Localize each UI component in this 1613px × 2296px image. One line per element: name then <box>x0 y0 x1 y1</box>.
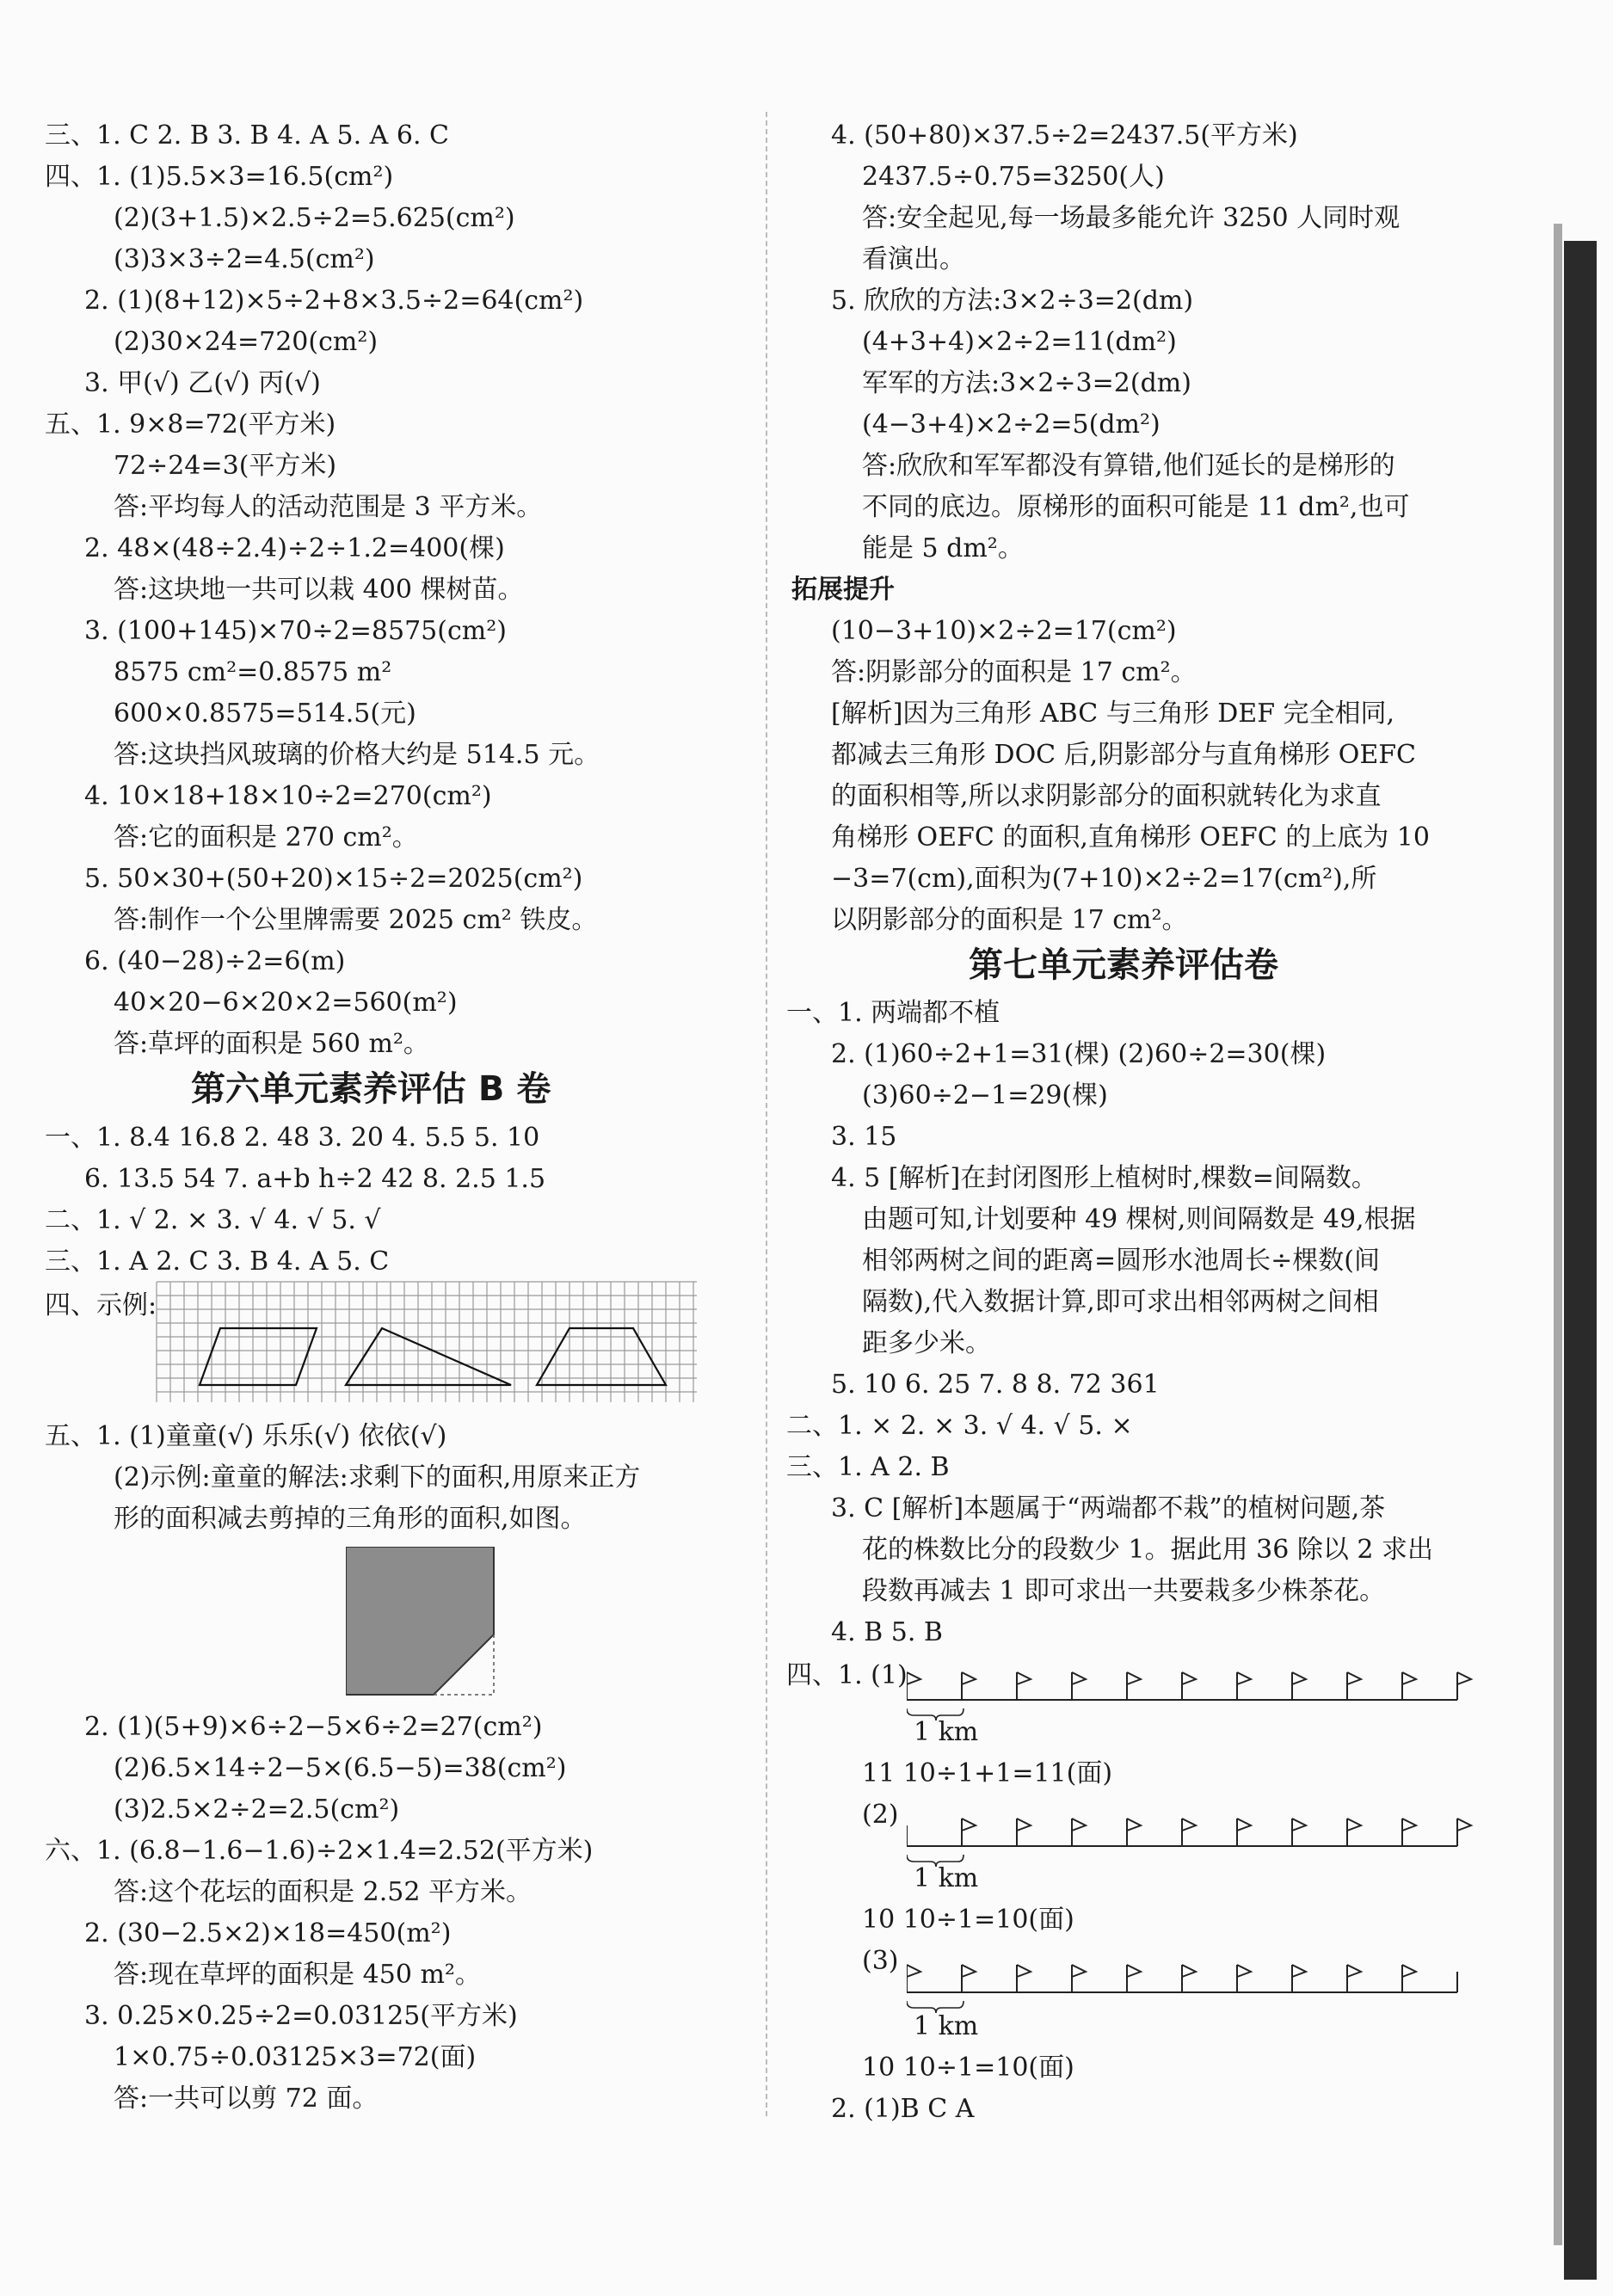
answer-line: 六、1. (6.8−1.6−1.6)÷2×1.4=2.52(平方米) <box>45 1836 594 1866</box>
answer-line: 6. 13.5 54 7. a+b h÷2 42 8. 2.5 1.5 <box>84 1164 546 1194</box>
answer-line: 8575 cm²=0.8575 m² <box>114 657 392 687</box>
answer-line: 3. (100+145)×70÷2=8575(cm²) <box>84 616 507 646</box>
flag-icon <box>962 1819 976 1831</box>
flag-icon <box>1182 1819 1196 1831</box>
answer-line: 隔数),代入数据计算,即可求出相邻两树之间相 <box>862 1287 1379 1317</box>
answer-line: (2)30×24=720(cm²) <box>114 327 379 357</box>
flag-icon <box>1017 1965 1031 1977</box>
answer-line: 由题可知,计划要种 49 棵树,则间隔数是 49,根据 <box>862 1204 1416 1234</box>
answer-line: 形的面积减去剪掉的三角形的面积,如图。 <box>114 1504 587 1534</box>
answer-line: 答:这块地一共可以栽 400 棵树苗。 <box>114 575 524 605</box>
scan-shadow <box>1554 224 1562 2245</box>
flag-diagram-3 <box>907 1958 1474 2018</box>
answer-line: 不同的底边。原梯形的面积可能是 11 dm²,也可 <box>862 492 1410 522</box>
answer-line: 6. (40−28)÷2=6(m) <box>84 946 346 976</box>
answer-line: 答:这个花坛的面积是 2.52 平方米。 <box>114 1877 532 1907</box>
flag-icon <box>1402 1819 1416 1831</box>
answer-line: 段数再减去 1 即可求出一共要栽多少株茶花。 <box>862 1576 1386 1606</box>
answer-line: 二、1. × 2. × 3. √ 4. √ 5. × <box>786 1411 1133 1441</box>
flag-icon <box>1127 1672 1141 1684</box>
shaded-remaining-area <box>346 1547 494 1695</box>
flag-diagram-1 <box>907 1665 1474 1726</box>
answer-line: (3)3×3÷2=4.5(cm²) <box>114 244 375 274</box>
answer-line: 3. C [解析]本题属于“两端都不栽”的植树问题,茶 <box>831 1493 1386 1523</box>
answer-line: 4. 10×18+18×10÷2=270(cm²) <box>84 781 492 811</box>
flag-icon <box>962 1965 976 1977</box>
flag-icon <box>907 1672 920 1684</box>
answer-line: 5. 10 6. 25 7. 8 8. 72 361 <box>831 1370 1160 1400</box>
flag-icon <box>1127 1965 1141 1977</box>
answer-line: −3=7(cm),面积为(7+10)×2÷2=17(cm²),所 <box>831 864 1377 894</box>
answer-line: 二、1. √ 2. × 3. √ 4. √ 5. √ <box>45 1205 381 1235</box>
km-label: 1 km <box>914 1863 979 1893</box>
flag-icon <box>1457 1819 1471 1831</box>
answer-line: 2. (1)(8+12)×5÷2+8×3.5÷2=64(cm²) <box>84 286 584 316</box>
answer-line: 花的株数比分的段数少 1。据此用 36 除以 2 求出 <box>862 1535 1434 1565</box>
grid-shapes-figure <box>155 1278 757 1409</box>
answer-line: (2)6.5×14÷2−5×(6.5−5)=38(cm²) <box>114 1753 567 1783</box>
flag-icon <box>1072 1819 1086 1831</box>
answer-line: 答:欣欣和军军都没有算错,他们延长的是梯形的 <box>862 451 1395 481</box>
flag-icon <box>1402 1965 1416 1977</box>
answer-line: 三、1. A 2. C 3. B 4. A 5. C <box>45 1246 390 1277</box>
flag-diagram-2 <box>907 1812 1474 1872</box>
answer-line: (3)60÷2−1=29(棵) <box>862 1080 1108 1111</box>
cut-square-figure <box>346 1547 501 1702</box>
answer-line: 72÷24=3(平方米) <box>114 451 337 481</box>
flag-icon <box>1292 1965 1306 1977</box>
answer-line: 2. (1)B C A <box>831 2094 975 2124</box>
answer-line: 角梯形 OEFC 的面积,直角梯形 OEFC 的上底为 10 <box>831 822 1430 853</box>
flag-icon <box>1072 1672 1086 1684</box>
answer-line: 2437.5÷0.75=3250(人) <box>862 162 1165 192</box>
answer-line: 一、1. 两端都不植 <box>786 998 1000 1028</box>
flag-icon <box>1072 1965 1086 1977</box>
answer-line: 答:一共可以剪 72 面。 <box>114 2084 379 2114</box>
answer-line: 3. 0.25×0.25÷2=0.03125(平方米) <box>84 2001 518 2031</box>
answer-line: 军军的方法:3×2÷3=2(dm) <box>862 368 1191 398</box>
km-label: 1 km <box>914 2011 979 2041</box>
answer-line: 11 10÷1+1=11(面) <box>862 1758 1113 1788</box>
flag-icon <box>1457 1672 1471 1684</box>
answer-line: 5. 50×30+(50+20)×15÷2=2025(cm²) <box>84 864 583 894</box>
answer-line: 2. (1)(5+9)×6÷2−5×6÷2=27(cm²) <box>84 1712 543 1742</box>
answer-line: 3. 15 <box>831 1122 897 1152</box>
answer-line: 答:这块挡风玻璃的价格大约是 514.5 元。 <box>114 740 600 770</box>
flag-icon <box>1347 1672 1361 1684</box>
scan-edge <box>1564 241 1597 2280</box>
flag-icon <box>1292 1672 1306 1684</box>
answer-line: 看演出。 <box>862 244 965 274</box>
answer-line: 四、1. (1) <box>786 1660 908 1690</box>
answer-line: 2. (30−2.5×2)×18=450(m²) <box>84 1918 452 1948</box>
answer-line: 2. (1)60÷2+1=31(棵) (2)60÷2=30(棵) <box>831 1039 1327 1069</box>
answer-line: 五、1. (1)童童(√) 乐乐(√) 依依(√) <box>45 1421 447 1451</box>
answer-line: 3. 甲(√) 乙(√) 丙(√) <box>84 368 321 398</box>
answer-line: 一、1. 8.4 16.8 2. 48 3. 20 4. 5.5 5. 10 <box>45 1123 540 1153</box>
answer-line: 10 10÷1=10(面) <box>862 1905 1074 1935</box>
answer-line: 距多少米。 <box>862 1328 991 1358</box>
km-label: 1 km <box>914 1717 979 1747</box>
flag-icon <box>907 1965 920 1977</box>
answer-line: 三、1. A 2. B <box>786 1452 950 1482</box>
flag-icon <box>1182 1672 1196 1684</box>
answer-line: 40×20−6×20×2=560(m²) <box>114 988 458 1018</box>
flag-icon <box>1237 1965 1251 1977</box>
flag-icon <box>1347 1965 1361 1977</box>
flag-icon <box>1237 1672 1251 1684</box>
answer-line: 10 10÷1=10(面) <box>862 2053 1074 2083</box>
answer-line: 答:制作一个公里牌需要 2025 cm² 铁皮。 <box>114 905 598 935</box>
flag-icon <box>1127 1819 1141 1831</box>
answer-line: 五、1. 9×8=72(平方米) <box>45 409 336 440</box>
answer-line: (10−3+10)×2÷2=17(cm²) <box>831 616 1177 646</box>
flag-icon <box>1292 1819 1306 1831</box>
answer-line: 都减去三角形 DOC 后,阴影部分与直角梯形 OEFC <box>831 740 1417 770</box>
answer-line: (3) <box>862 1946 899 1976</box>
answer-line: 4. (50+80)×37.5÷2=2437.5(平方米) <box>831 120 1298 151</box>
section-title-unit7: 第七单元素养评估卷 <box>969 945 1278 985</box>
answer-line: 答:草坪的面积是 560 m²。 <box>114 1029 429 1059</box>
answer-line: 答:平均每人的活动范围是 3 平方米。 <box>114 492 543 522</box>
answer-line: (4−3+4)×2÷2=5(dm²) <box>862 409 1160 440</box>
answer-line: 4. 5 [解析]在封闭图形上植树时,棵数=间隔数。 <box>831 1163 1377 1193</box>
section-title-unit6-b: 第六单元素养评估 B 卷 <box>191 1069 551 1109</box>
answer-line: 5. 欣欣的方法:3×2÷3=2(dm) <box>831 286 1194 316</box>
answer-line: 2. 48×(48÷2.4)÷2÷1.2=400(棵) <box>84 533 505 563</box>
answer-line: (2) <box>862 1800 899 1830</box>
answer-line: 四、示例: <box>45 1290 157 1320</box>
answer-line: 600×0.8575=514.5(元) <box>114 699 416 729</box>
answer-line: 以阴影部分的面积是 17 cm²。 <box>831 905 1188 935</box>
answer-line: 1×0.75÷0.03125×3=72(面) <box>114 2042 477 2072</box>
flag-icon <box>1237 1819 1251 1831</box>
answer-line: [解析]因为三角形 ABC 与三角形 DEF 完全相同, <box>831 699 1395 729</box>
answer-line: 答:阴影部分的面积是 17 cm²。 <box>831 657 1197 687</box>
flag-icon <box>1017 1672 1031 1684</box>
answer-line: 三、1. C 2. B 3. B 4. A 5. A 6. C <box>45 120 449 151</box>
answer-line: 答:现在草坪的面积是 450 m²。 <box>114 1960 481 1990</box>
flag-icon <box>1017 1819 1031 1831</box>
answer-line: (2)示例:童童的解法:求剩下的面积,用原来正方 <box>114 1462 641 1493</box>
answer-line: 的面积相等,所以求阴影部分的面积就转化为求直 <box>831 781 1382 811</box>
answer-line: 四、1. (1)5.5×3=16.5(cm²) <box>45 162 394 192</box>
answer-line: (2)(3+1.5)×2.5÷2=5.625(cm²) <box>114 203 515 233</box>
flag-icon <box>1182 1965 1196 1977</box>
subsection-heading-extension: 拓展提升 <box>791 575 895 605</box>
column-divider <box>766 112 767 2116</box>
answer-line: 能是 5 dm²。 <box>862 533 1024 563</box>
answer-line: 答:安全起见,每一场最多能允许 3250 人同时观 <box>862 203 1401 233</box>
flag-icon <box>1402 1672 1416 1684</box>
flag-icon <box>962 1672 976 1684</box>
answer-line: 相邻两树之间的距离=圆形水池周长÷棵数(间 <box>862 1246 1380 1276</box>
answer-line: (3)2.5×2÷2=2.5(cm²) <box>114 1794 400 1825</box>
flag-icon <box>1347 1819 1361 1831</box>
answer-line: 4. B 5. B <box>831 1617 943 1647</box>
answer-line: 答:它的面积是 270 cm²。 <box>114 822 418 853</box>
answer-line: (4+3+4)×2÷2=11(dm²) <box>862 327 1177 357</box>
